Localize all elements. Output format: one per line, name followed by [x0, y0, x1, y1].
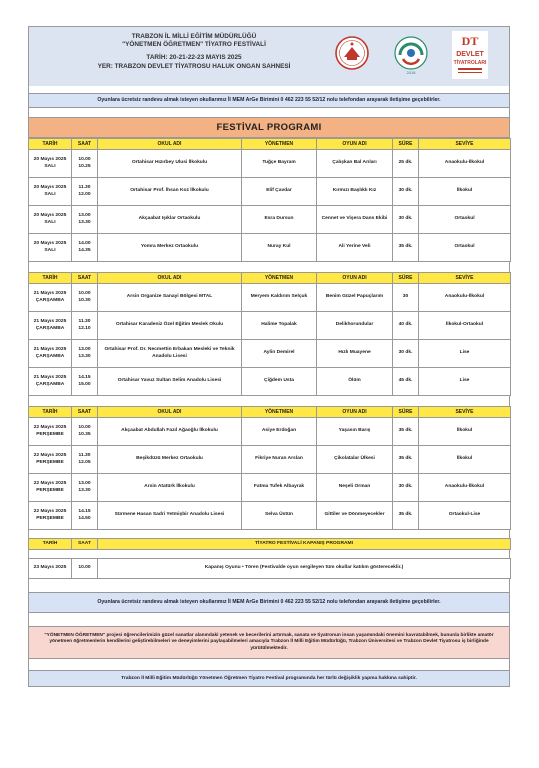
- date-cell: [29, 446, 72, 474]
- play-cell: Kırmızı Başlıklı Kız: [317, 178, 393, 206]
- duration-cell: 40 dk.: [393, 312, 419, 340]
- table-row: [29, 206, 511, 234]
- table-row: [29, 474, 511, 502]
- footer-note: Trabzon İl Milli Eğitim Müdürlüğü Yönetmen Öğretmen Tiyatro Festival programında her türlü değişiklik yapma hakkına sahiptir.: [28, 671, 510, 687]
- start-time: 11.30: [78, 185, 91, 191]
- closing-title: TİYATRO FESTİVALİ KAPANIŞ PROGRAMI: [98, 539, 511, 550]
- school-cell: Akçaabat Işıklar Ortaokulu: [98, 206, 242, 234]
- date-cell: [29, 284, 72, 312]
- school-cell: Beşikdüzü Merkez Ortaokulu: [98, 446, 242, 474]
- director-cell: Fikriye Nuran Arslan: [242, 446, 317, 474]
- weekday-text: ÇARŞAMBA: [35, 381, 65, 387]
- start-time: 11.30: [78, 453, 91, 459]
- column-header: SÜRE: [393, 273, 419, 284]
- date-text: 20 Mayıs 2025: [33, 241, 67, 247]
- header-line-3: TARİH: 20-21-22-23 MAYIS 2025: [146, 54, 242, 62]
- play-cell: Ölüm: [317, 368, 393, 396]
- duration-cell: 30: [393, 284, 419, 312]
- director-cell: Halime Topalak: [242, 312, 317, 340]
- time-cell: [72, 474, 98, 502]
- svg-text:DT: DT: [461, 34, 479, 48]
- weekday-text: PERŞEMBE: [36, 459, 64, 465]
- column-header-row: [29, 407, 511, 418]
- date-text: 21 Mayıs 2025: [33, 375, 67, 381]
- level-cell: Ortaokul: [419, 234, 511, 262]
- director-cell: Esra Dursun: [242, 206, 317, 234]
- start-time: 14.00: [78, 241, 91, 247]
- director-cell: Nuray Kul: [242, 234, 317, 262]
- column-header: OYUN ADI: [317, 139, 393, 150]
- time-cell: [72, 340, 98, 368]
- date-text: 22 Mayıs 2025: [33, 425, 67, 431]
- director-cell: Elif Çavdar: [242, 178, 317, 206]
- date-cell: [29, 368, 72, 396]
- header-line-2: "YÖNETMEN ÖĞRETMEN" TİYATRO FESTİVALİ: [122, 41, 266, 49]
- column-header: OKUL ADI: [98, 273, 242, 284]
- weekday-text: PERŞEMBE: [36, 431, 64, 437]
- time-cell: [72, 284, 98, 312]
- director-cell: Tuğçe Bayram: [242, 150, 317, 178]
- level-cell: İlkokul: [419, 446, 511, 474]
- start-time: 14.15: [78, 375, 91, 381]
- date-text: 20 Mayıs 2025: [33, 157, 67, 163]
- time-cell: [72, 206, 98, 234]
- date-text: 20 Mayıs 2025: [33, 185, 67, 191]
- duration-cell: 45 dk.: [393, 368, 419, 396]
- level-cell: Lise: [419, 368, 511, 396]
- start-time: 10.00: [78, 291, 91, 297]
- time-cell: [72, 502, 98, 530]
- project-description: "YÖNETMEN ÖĞRETMEN" projesi öğrencilerimizin güzel sanatlar alanındaki yetenek ve becerilerini artırmak, sanata ve tiyatronun insan yaşamındaki önemini kavratabilmek, bununla birlikte amatör yönetmen öğretmenlerin kendilerini geliştirebilmeleri ve deneyimlerini paylaşabilmeleri amacıyla Trabzon İl Milli Eğitim Müdürlüğü, Trabzon Üniversitesi ve Trabzon Devlet Tiyatrosu iş birliğinde yürütülmektedir.: [28, 627, 510, 659]
- director-cell: Aylin Demirel: [242, 340, 317, 368]
- table-row: [29, 284, 511, 312]
- column-header: SEVİYE: [419, 139, 511, 150]
- program-page: [28, 26, 510, 687]
- start-time: 13.00: [78, 213, 91, 219]
- time-cell: [72, 178, 98, 206]
- column-header: OYUN ADI: [317, 273, 393, 284]
- column-header: YÖNETMEN: [242, 273, 317, 284]
- day-table: [28, 406, 511, 530]
- start-time: 10.00: [78, 425, 91, 431]
- end-time: 13.30: [78, 219, 91, 225]
- weekday-text: SALI: [44, 163, 56, 169]
- closing-time-header: SAAT: [72, 539, 98, 550]
- director-cell: Selva Üstün: [242, 502, 317, 530]
- duration-cell: 35 dk.: [393, 234, 419, 262]
- closing-table: [28, 538, 511, 550]
- date-cell: [29, 312, 72, 340]
- duration-cell: 30 dk.: [393, 340, 419, 368]
- school-cell: Sürmene Hasan Sadri Yetmişbir Anadolu Lisesi: [98, 502, 242, 530]
- svg-text:DEVLET: DEVLET: [456, 51, 484, 58]
- end-time: 10.35: [78, 431, 91, 437]
- level-cell: Lise: [419, 340, 511, 368]
- column-header: SÜRE: [393, 407, 419, 418]
- play-cell: Gittiler ve Dönmeyecekler: [317, 502, 393, 530]
- end-time: 13.30: [78, 353, 91, 359]
- school-cell: Arsin Atatürk İlkokulu: [98, 474, 242, 502]
- weekday-text: SALI: [44, 219, 56, 225]
- header-text: [49, 33, 339, 71]
- school-cell: Akçaabat Abdullah Fazıl Ağaoğlu İlkokulu: [98, 418, 242, 446]
- play-cell: Cennet ve Vişera Dans Ekibi: [317, 206, 393, 234]
- meb-emblem-logo: [334, 33, 370, 77]
- date-text: 20 Mayıs 2025: [33, 213, 67, 219]
- time-cell: [72, 312, 98, 340]
- director-cell: Çiğdem Usta: [242, 368, 317, 396]
- end-time: 13.30: [78, 487, 91, 493]
- column-header: YÖNETMEN: [242, 139, 317, 150]
- day-table: [28, 138, 511, 262]
- level-cell: İlkokul-Ortaokul: [419, 312, 511, 340]
- school-cell: Yomra Merkez Ortaokulu: [98, 234, 242, 262]
- column-header-row: [29, 273, 511, 284]
- school-cell: Ortahisar Yavuz Sultan Selim Anadolu Lisesi: [98, 368, 242, 396]
- end-time: 10.30: [78, 297, 91, 303]
- table-row: [29, 502, 511, 530]
- school-cell: Ortahisar Prof. İhsan Koz İlkokulu: [98, 178, 242, 206]
- date-text: 22 Mayıs 2025: [33, 481, 67, 487]
- duration-cell: 35 dk.: [393, 418, 419, 446]
- column-header: TARİH: [29, 407, 72, 418]
- level-cell: Ortaokul: [419, 206, 511, 234]
- duration-cell: 25 dk.: [393, 150, 419, 178]
- table-row: [29, 150, 511, 178]
- column-header-row: [29, 139, 511, 150]
- table-row: [29, 178, 511, 206]
- closing-body: [28, 558, 511, 579]
- end-time: 15.00: [78, 381, 91, 387]
- date-cell: [29, 502, 72, 530]
- table-row: [29, 418, 511, 446]
- closing-date: 23 Mayıs 2025: [29, 559, 72, 579]
- level-cell: Ortaokul-Lise: [419, 502, 511, 530]
- end-time: 14.35: [78, 247, 91, 253]
- date-text: 21 Mayıs 2025: [33, 319, 67, 325]
- weekday-text: ÇARŞAMBA: [35, 353, 65, 359]
- level-cell: Anaokulu-İlkokul: [419, 284, 511, 312]
- table-row: [29, 340, 511, 368]
- school-cell: Ortahisar Prof. Dr. Necmettin Erbakan Mesleki ve Teknik Anadolu Lisesi: [98, 340, 242, 368]
- director-cell: Asiye Erdoğan: [242, 418, 317, 446]
- weekday-text: SALI: [44, 191, 56, 197]
- time-cell: [72, 368, 98, 396]
- weekday-text: ÇARŞAMBA: [35, 297, 65, 303]
- time-cell: [72, 234, 98, 262]
- column-header: SÜRE: [393, 139, 419, 150]
- duration-cell: 35 dk.: [393, 446, 419, 474]
- start-time: 13.00: [78, 347, 91, 353]
- date-text: 21 Mayıs 2025: [33, 347, 67, 353]
- column-header: SAAT: [72, 139, 98, 150]
- start-time: 11.30: [78, 319, 91, 325]
- end-time: 12.00: [78, 191, 91, 197]
- trabzon-university-logo: [393, 33, 429, 77]
- closing-description: Kapanış Oyunu • Tören (Festivalde oyun sergileyen tüm okullar katılım göstereceklir.): [98, 559, 511, 579]
- column-header: SEVİYE: [419, 273, 511, 284]
- end-time: 12.10: [78, 325, 91, 331]
- header-line-4: YER: TRABZON DEVLET TİYATROSU HALUK ONGAN SAHNESİ: [97, 62, 291, 70]
- column-header: TARİH: [29, 139, 72, 150]
- level-cell: İlkokul: [419, 418, 511, 446]
- date-cell: [29, 206, 72, 234]
- time-cell: [72, 446, 98, 474]
- column-header: TARİH: [29, 273, 72, 284]
- date-text: 21 Mayıs 2025: [33, 291, 67, 297]
- level-cell: Anaokulu-İlkokul: [419, 474, 511, 502]
- state-theatre-logo: [452, 31, 488, 79]
- table-row: [29, 312, 511, 340]
- time-cell: [72, 150, 98, 178]
- play-cell: Neşeli Orman: [317, 474, 393, 502]
- duration-cell: 30 dk.: [393, 206, 419, 234]
- level-cell: Anaokulu-İlkokul: [419, 150, 511, 178]
- school-cell: Ortahisar Hızırbey Ulusi İlkokulu: [98, 150, 242, 178]
- date-cell: [29, 474, 72, 502]
- column-header: SEVİYE: [419, 407, 511, 418]
- duration-cell: 30 dk.: [393, 474, 419, 502]
- svg-text:2018: 2018: [406, 70, 416, 75]
- column-header: SAAT: [72, 407, 98, 418]
- column-header: OKUL ADI: [98, 407, 242, 418]
- appointment-notice-2: Oyunlara ücretsiz randevu almak isteyen okullarımız İl MEM ArGe Birimini 0 462 223 55 52/12 nolu telefondan arayarak iletişime geçebilirler.: [28, 593, 510, 613]
- day-table: [28, 272, 511, 396]
- school-cell: Ortahisar Karadeniz Özel Eğitim Meslek Okulu: [98, 312, 242, 340]
- play-cell: Delikhorundular: [317, 312, 393, 340]
- table-row: [29, 368, 511, 396]
- date-text: 22 Mayıs 2025: [33, 453, 67, 459]
- date-text: 22 Mayıs 2025: [33, 509, 67, 515]
- director-cell: Meryem Kaldırım Selçuk: [242, 284, 317, 312]
- play-cell: Ali Yerine Veli: [317, 234, 393, 262]
- header-line-1: TRABZON İL MİLLİ EĞİTİM MÜDÜRLÜĞÜ: [131, 33, 257, 40]
- end-time: 12.05: [78, 459, 91, 465]
- closing-time: 10.00: [72, 559, 98, 579]
- time-cell: [72, 418, 98, 446]
- table-row: [29, 234, 511, 262]
- header: [28, 26, 510, 86]
- festival-title: FESTİVAL PROGRAMI: [28, 118, 510, 138]
- appointment-notice: Oyunlara ücretsiz randevu almak isteyen okullarımız İl MEM ArGe Birimini 0 462 223 55 52/12 nolu telefondan arayarak iletişime geçebilirler.: [28, 94, 510, 108]
- start-time: 14.15: [78, 509, 91, 515]
- weekday-text: ÇARŞAMBA: [35, 325, 65, 331]
- closing-date-header: TARİH: [29, 539, 72, 550]
- end-time: 14.50: [78, 515, 91, 521]
- play-cell: Çalışkan Bal Arıları: [317, 150, 393, 178]
- start-time: 10.00: [78, 157, 91, 163]
- play-cell: Yaşasın Barış: [317, 418, 393, 446]
- column-header: YÖNETMEN: [242, 407, 317, 418]
- play-cell: Çikolatalar Ülkesi: [317, 446, 393, 474]
- school-cell: Arsin Organize Sanayi Bölgesi MTAL: [98, 284, 242, 312]
- table-row: [29, 446, 511, 474]
- date-cell: [29, 234, 72, 262]
- column-header: OYUN ADI: [317, 407, 393, 418]
- weekday-text: PERŞEMBE: [36, 515, 64, 521]
- level-cell: İlkokul: [419, 178, 511, 206]
- date-cell: [29, 150, 72, 178]
- duration-cell: 35 dk.: [393, 502, 419, 530]
- end-time: 10.25: [78, 163, 91, 169]
- weekday-text: SALI: [44, 247, 56, 253]
- play-cell: Benim Güzel Papuçlarım: [317, 284, 393, 312]
- duration-cell: 30 dk.: [393, 178, 419, 206]
- program-days: [28, 138, 510, 530]
- date-cell: [29, 418, 72, 446]
- weekday-text: PERŞEMBE: [36, 487, 64, 493]
- play-cell: Hızlı Muayene: [317, 340, 393, 368]
- svg-text:TİYATROLARI: TİYATROLARI: [453, 60, 487, 66]
- date-cell: [29, 178, 72, 206]
- date-cell: [29, 340, 72, 368]
- director-cell: Fatma Tufek Albayrak: [242, 474, 317, 502]
- column-header: SAAT: [72, 273, 98, 284]
- column-header: OKUL ADI: [98, 139, 242, 150]
- start-time: 13.00: [78, 481, 91, 487]
